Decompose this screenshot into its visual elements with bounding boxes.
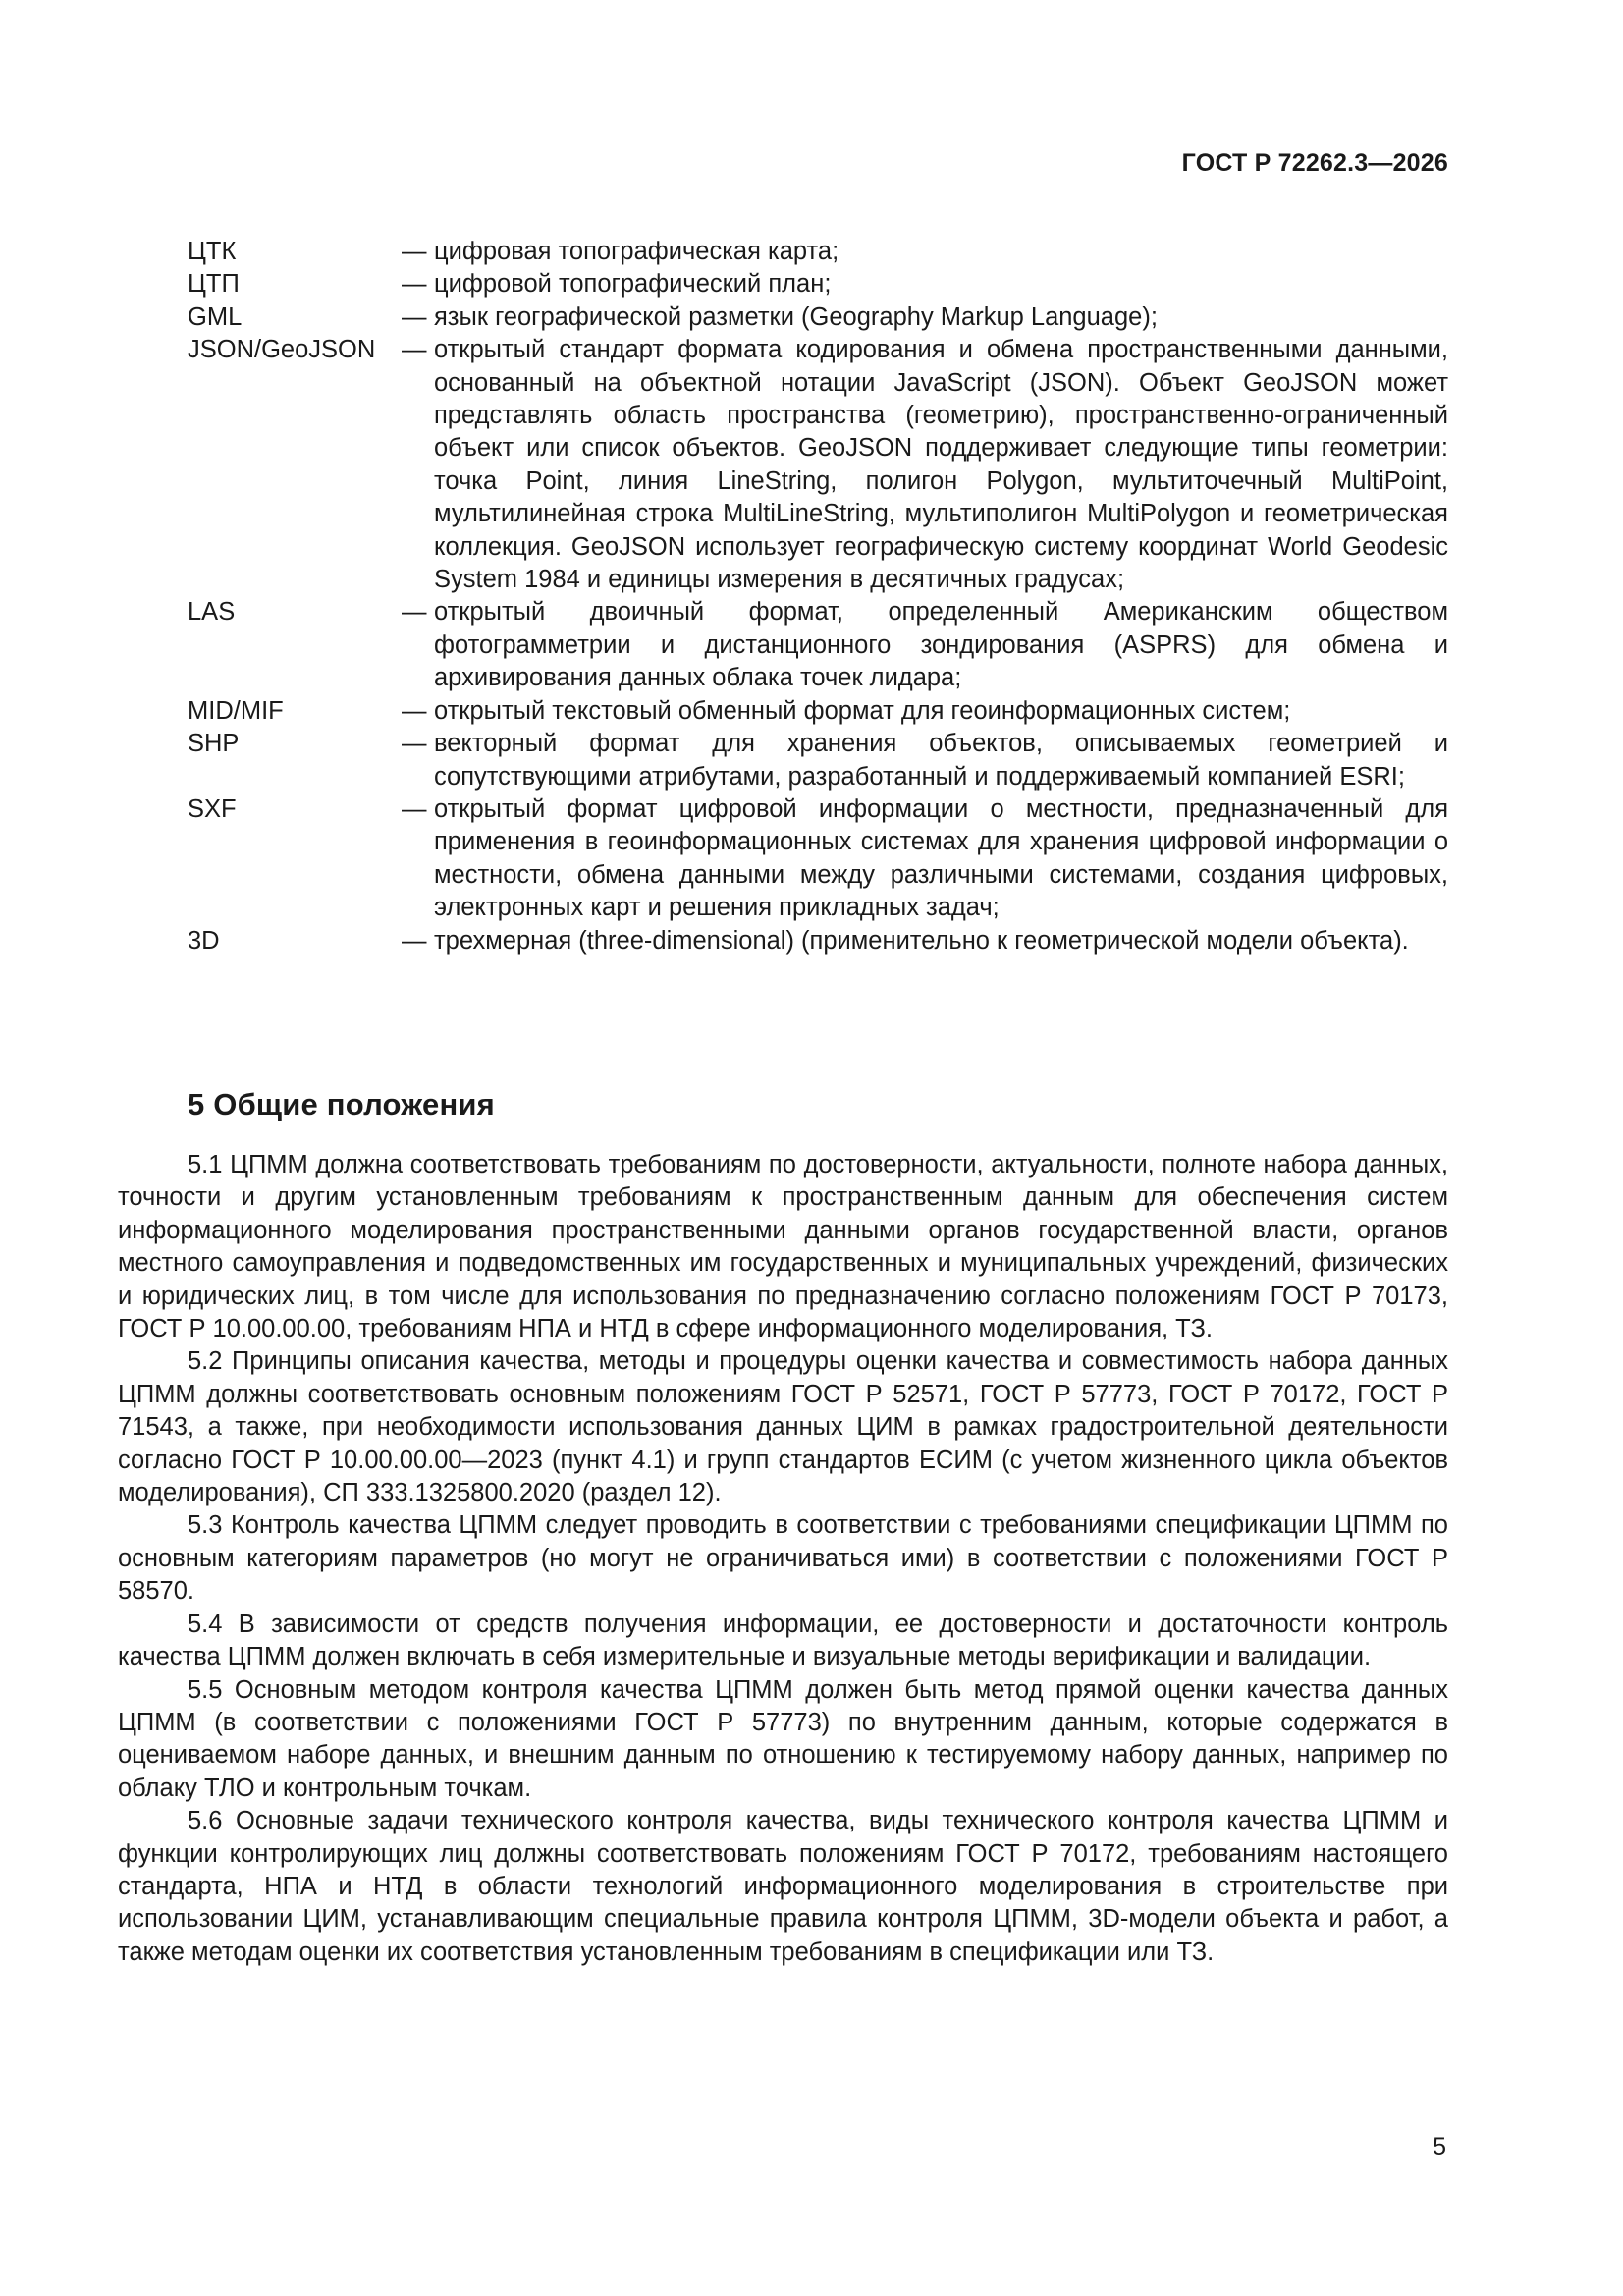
abbreviation-definition: открытый двоичный формат, определенный Американским обществом фотограмметрии и дистанционного зондирования (ASPRS) для обмена и архивирования данных облака точек лидара; — [434, 598, 1448, 692]
abbreviation-row — [188, 925, 1448, 957]
section-title: 5 Общие положения — [188, 1087, 495, 1121]
paragraph: 5.5 Основным методом контроля качества ЦПММ должен быть метод прямой оценки качества данных ЦПММ (в соответствии с положениями ГОСТ Р 57773) по внутренним данным, которые содержатся в оцениваемом наборе данных, и внешним данным по отношению к тестируемому набору данных, например по облаку ТЛО и контрольным точкам. — [118, 1675, 1448, 1802]
abbreviation-row — [188, 695, 1448, 728]
abbreviation-row — [188, 301, 1448, 334]
abbreviation-term: ЦТК — [188, 238, 237, 265]
abbreviation-dash: — — [402, 794, 427, 823]
paragraph: 5.2 Принципы описания качества, методы и процедуры оценки качества и совместимость набора данных ЦПММ должны соответствовать основным положениям ГОСТ Р 52571, ГОСТ Р 57773, ГОСТ Р 70172, ГОСТ Р 71543, а также, при необходимости использования данных ЦИМ в рамках градостроительной деятельности согласно ГОСТ Р 10.00.00.00—2023 (пункт 4.1) и групп стандартов ЕСИМ (с учетом жизненного цикла объектов моделирования), СП 333.1325800.2020 (раздел 12). — [118, 1347, 1448, 1507]
abbreviation-definition: цифровой топографический план; — [434, 270, 832, 299]
abbreviation-row — [188, 236, 1448, 268]
abbreviation-term: JSON/GeoJSON — [188, 336, 376, 364]
abbreviation-definition: цифровая топографическая карта; — [434, 238, 839, 265]
abbreviation-term: 3D — [188, 926, 220, 955]
abbreviation-row — [188, 596, 1448, 694]
abbreviation-dash: — — [402, 336, 427, 364]
abbreviation-row — [188, 334, 1448, 596]
abbreviation-dash: — — [402, 238, 427, 265]
abbreviation-term: LAS — [188, 598, 236, 627]
abbreviation-definition: открытый текстовый обменный формат для геоинформационных систем; — [434, 696, 1291, 725]
abbreviation-definition: открытый формат цифровой информации о местности, предназначенный для применения в геоинформационных системах для хранения цифровой информации о местности, обмена данными между различными системами, создания цифровых, электронных карт и решения прикладных задач; — [434, 794, 1448, 922]
abbreviation-row — [188, 728, 1448, 793]
abbreviation-dash: — — [402, 926, 427, 955]
document-code: ГОСТ Р 72262.3—2026 — [1181, 149, 1448, 177]
abbreviation-term: ЦТП — [188, 270, 240, 299]
paragraph: 5.4 В зависимости от средств получения информации, ее достоверности и достаточности контроль качества ЦПММ должен включать в себя измерительные и визуальные методы верификации и валидации. — [118, 1610, 1448, 1671]
abbreviation-row — [188, 268, 1448, 301]
abbreviation-dash: — — [402, 730, 427, 758]
abbreviation-term: MID/MIF — [188, 696, 284, 725]
abbreviation-definition: открытый стандарт формата кодирования и обмена пространственными данными, основанный на объектной нотации JavaScript (JSON). Объект GeoJSON может представлять область пространства (геометрию), пространственно-ограниченный объект или список объектов. GeoJSON поддерживает следующие типы геометрии: точка Point, линия LineString, полигон Polygon, мультиточечный MultiPoint, мультилинейная строка MultiLineString, мультиполигон MultiPolygon и геометрическая коллекция. GeoJSON использует географическую систему координат World Geodesic System 1984 и единицы измерения в десятичных градусах; — [434, 336, 1448, 594]
abbreviation-definition: язык географической разметки (Geography Markup Language); — [434, 302, 1158, 331]
abbreviation-definition: трехмерная (three-dimensional) (применительно к геометрической модели объекта). — [434, 926, 1409, 955]
abbreviation-term: SXF — [188, 794, 237, 823]
abbreviation-dash: — — [402, 696, 427, 725]
abbreviation-dash: — — [402, 270, 427, 299]
abbreviation-term: SHP — [188, 730, 240, 758]
abbreviation-dash: — — [402, 598, 427, 627]
abbreviation-dash: — — [402, 302, 427, 331]
abbreviation-definition: векторный формат для хранения объектов, описываемых геометрией и сопутствующими атрибутами, разработанный и поддерживаемый компанией ESRI; — [434, 730, 1448, 791]
section-body — [118, 1149, 1448, 1969]
abbreviation-term: GML — [188, 302, 243, 331]
page-number: 5 — [1433, 2133, 1446, 2160]
abbreviations-list — [188, 236, 1448, 957]
abbreviation-row — [188, 793, 1448, 925]
paragraph: 5.3 Контроль качества ЦПММ следует проводить в соответствии с требованиями спецификации ЦПММ по основным категориям параметров (но могут не ограничиваться ими) в соответствии с положениями ГОСТ Р 58570. — [118, 1511, 1448, 1606]
paragraph: 5.1 ЦПММ должна соответствовать требованиям по достоверности, актуальности, полноте набора данных, точности и другим установленным требованиям к пространственным данным для обеспечения систем информационного моделирования пространственными данными органов государственной власти, органов местного самоуправления и подведомственных им государственных и муниципальных учреждений, физических и юридических лиц, в том числе для использования по предназначению согласно положениям ГОСТ Р 70173, ГОСТ Р 10.00.00.00, требованиям НПА и НТД в сфере информационного моделирования, ТЗ. — [118, 1151, 1448, 1343]
paragraph: 5.6 Основные задачи технического контроля качества, виды технического контроля качества ЦПММ и функции контролирующих лиц должны соответствовать положениям ГОСТ Р 70172, требованиям настоящего стандарта, НПА и НТД в области технологий информационного моделирования в строительстве при использовании ЦИМ, устанавливающим специальные правила контроля ЦПММ, 3D-модели объекта и работ, а также методам оценки их соответствия установленным требованиям в спецификации или ТЗ. — [118, 1807, 1448, 1966]
